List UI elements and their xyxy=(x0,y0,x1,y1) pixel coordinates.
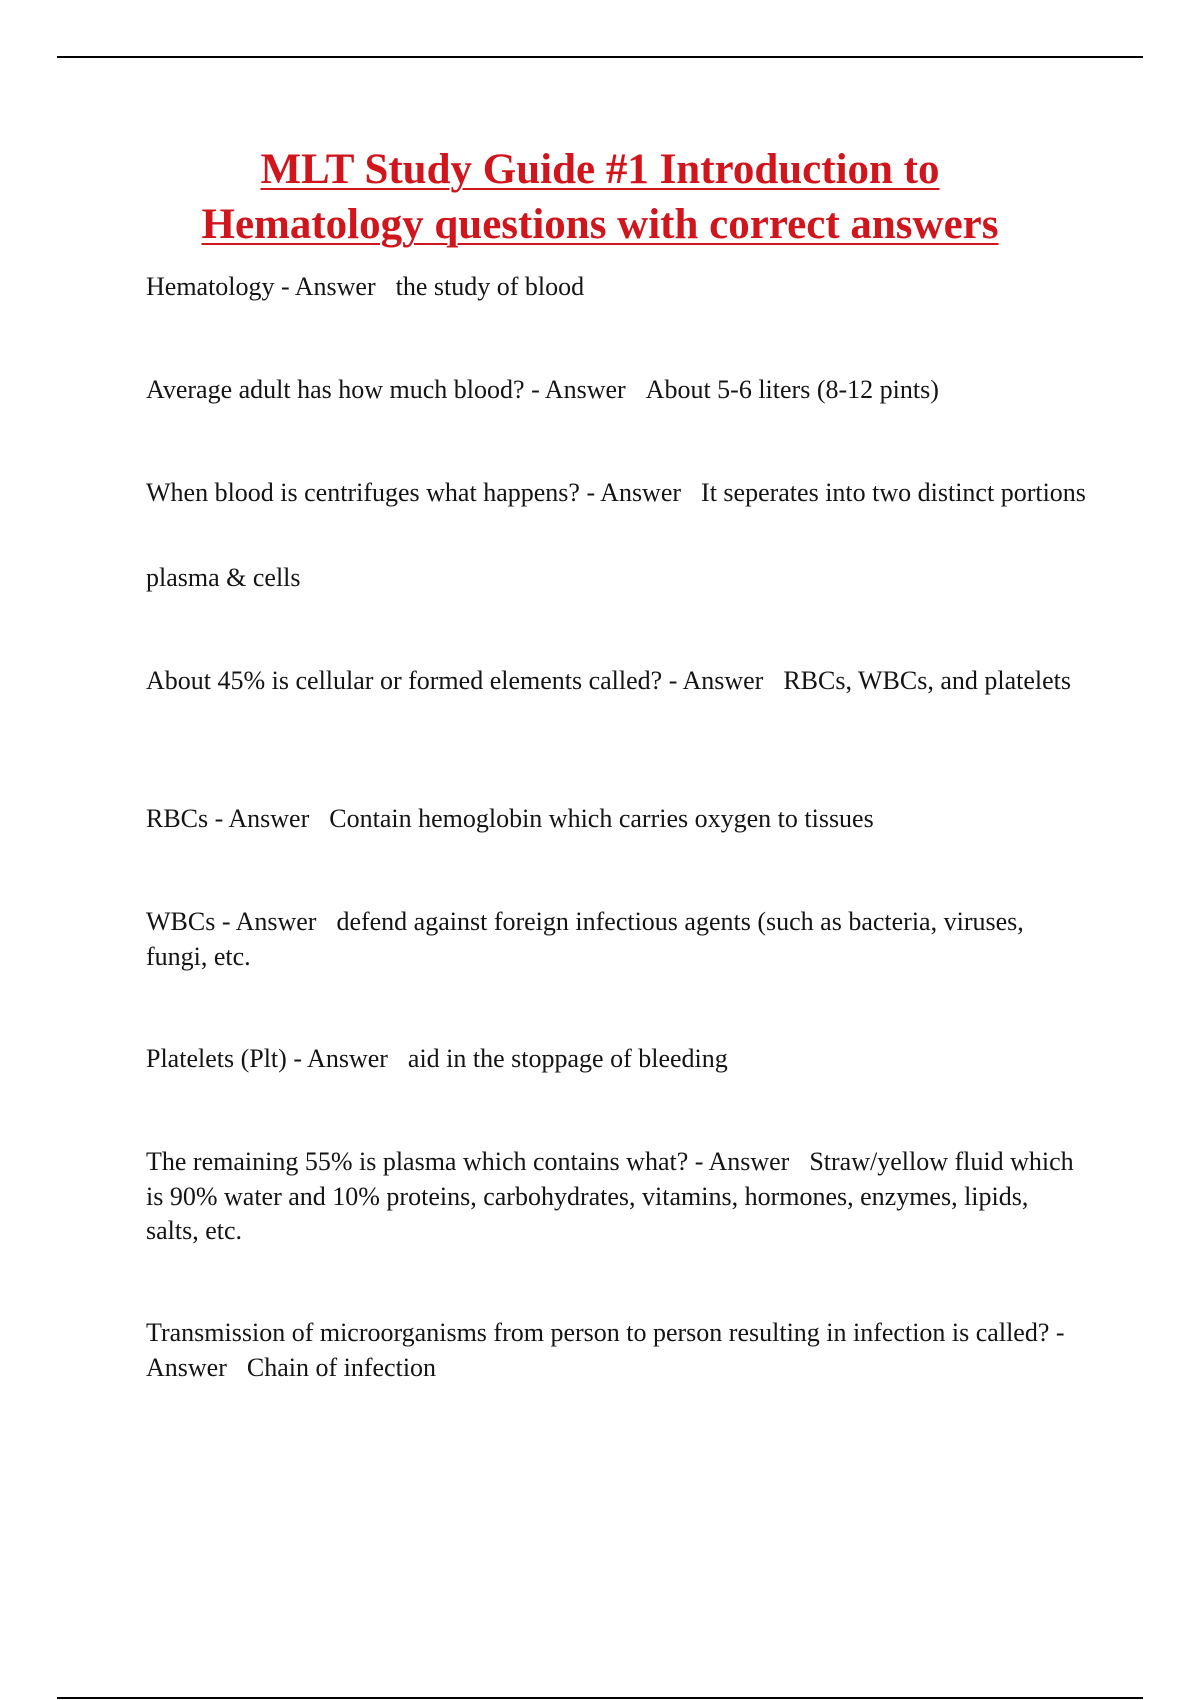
answer-separator: - Answer xyxy=(146,1318,1065,1382)
qa-item-centrifuge xyxy=(146,476,1086,511)
question: Average adult has how much blood? xyxy=(146,375,525,404)
qa-item-rbcs xyxy=(146,802,1086,837)
qa-item-chain-of-infection xyxy=(146,1316,1086,1385)
answer: defend against foreign infectious agents (such as bacteria, viruses, fungi, etc. xyxy=(146,907,1024,971)
question: About 45% is cellular or formed elements called? xyxy=(146,666,663,695)
title-line-1: MLT Study Guide #1 Introduction to xyxy=(260,146,940,193)
qa-item-plasma xyxy=(146,1145,1086,1249)
qa-item-formed-elements xyxy=(146,664,1086,699)
answer: the study of blood xyxy=(395,272,585,301)
title-line-2: Hematology questions with correct answers xyxy=(201,201,999,248)
answer-separator: - Answer xyxy=(214,804,310,833)
question: RBCs xyxy=(146,804,209,833)
answer: About 5-6 liters (8-12 pints) xyxy=(645,375,939,404)
answer-separator: - Answer xyxy=(531,375,626,404)
question: When blood is centrifuges what happens? xyxy=(146,478,580,507)
qa-item-platelets xyxy=(146,1042,1086,1077)
top-rule xyxy=(57,56,1143,58)
question: Platelets (Plt) xyxy=(146,1044,287,1073)
answer: Straw/yellow fluid which is 90% water and 10% proteins, carbohydrates, vitamins, hormones, enzymes, lipids, salts, etc. xyxy=(146,1147,1074,1245)
answer: aid in the stoppage of bleeding xyxy=(407,1044,728,1073)
qa-item-wbcs xyxy=(146,905,1086,974)
qa-item-hematology xyxy=(146,270,1086,305)
answer-separator: - Answer xyxy=(586,478,682,507)
question: WBCs xyxy=(146,907,216,936)
qa-item-centrifuge-extra: plasma & cells xyxy=(146,563,301,592)
document-title xyxy=(100,142,1100,252)
question: Transmission of microorganisms from person to person resulting in infection is called? xyxy=(146,1318,1050,1347)
question: Hematology xyxy=(146,272,275,301)
answer-separator: - Answer xyxy=(221,907,317,936)
answer-separator: - Answer xyxy=(281,272,376,301)
answer: It seperates into two distinct portions xyxy=(701,478,1086,507)
answer-separator: - Answer xyxy=(293,1044,388,1073)
answer: RBCs, WBCs, and platelets xyxy=(783,666,1072,695)
answer: Chain of infection xyxy=(246,1352,437,1382)
answer-separator: - Answer xyxy=(694,1147,790,1176)
bottom-rule xyxy=(57,1697,1143,1699)
answer: Contain hemoglobin which carries oxygen to tissues xyxy=(329,804,874,833)
question: The remaining 55% is plasma which contains what? xyxy=(146,1147,689,1176)
qa-item-blood-volume xyxy=(146,373,1086,408)
answer-separator: - Answer xyxy=(668,666,764,695)
